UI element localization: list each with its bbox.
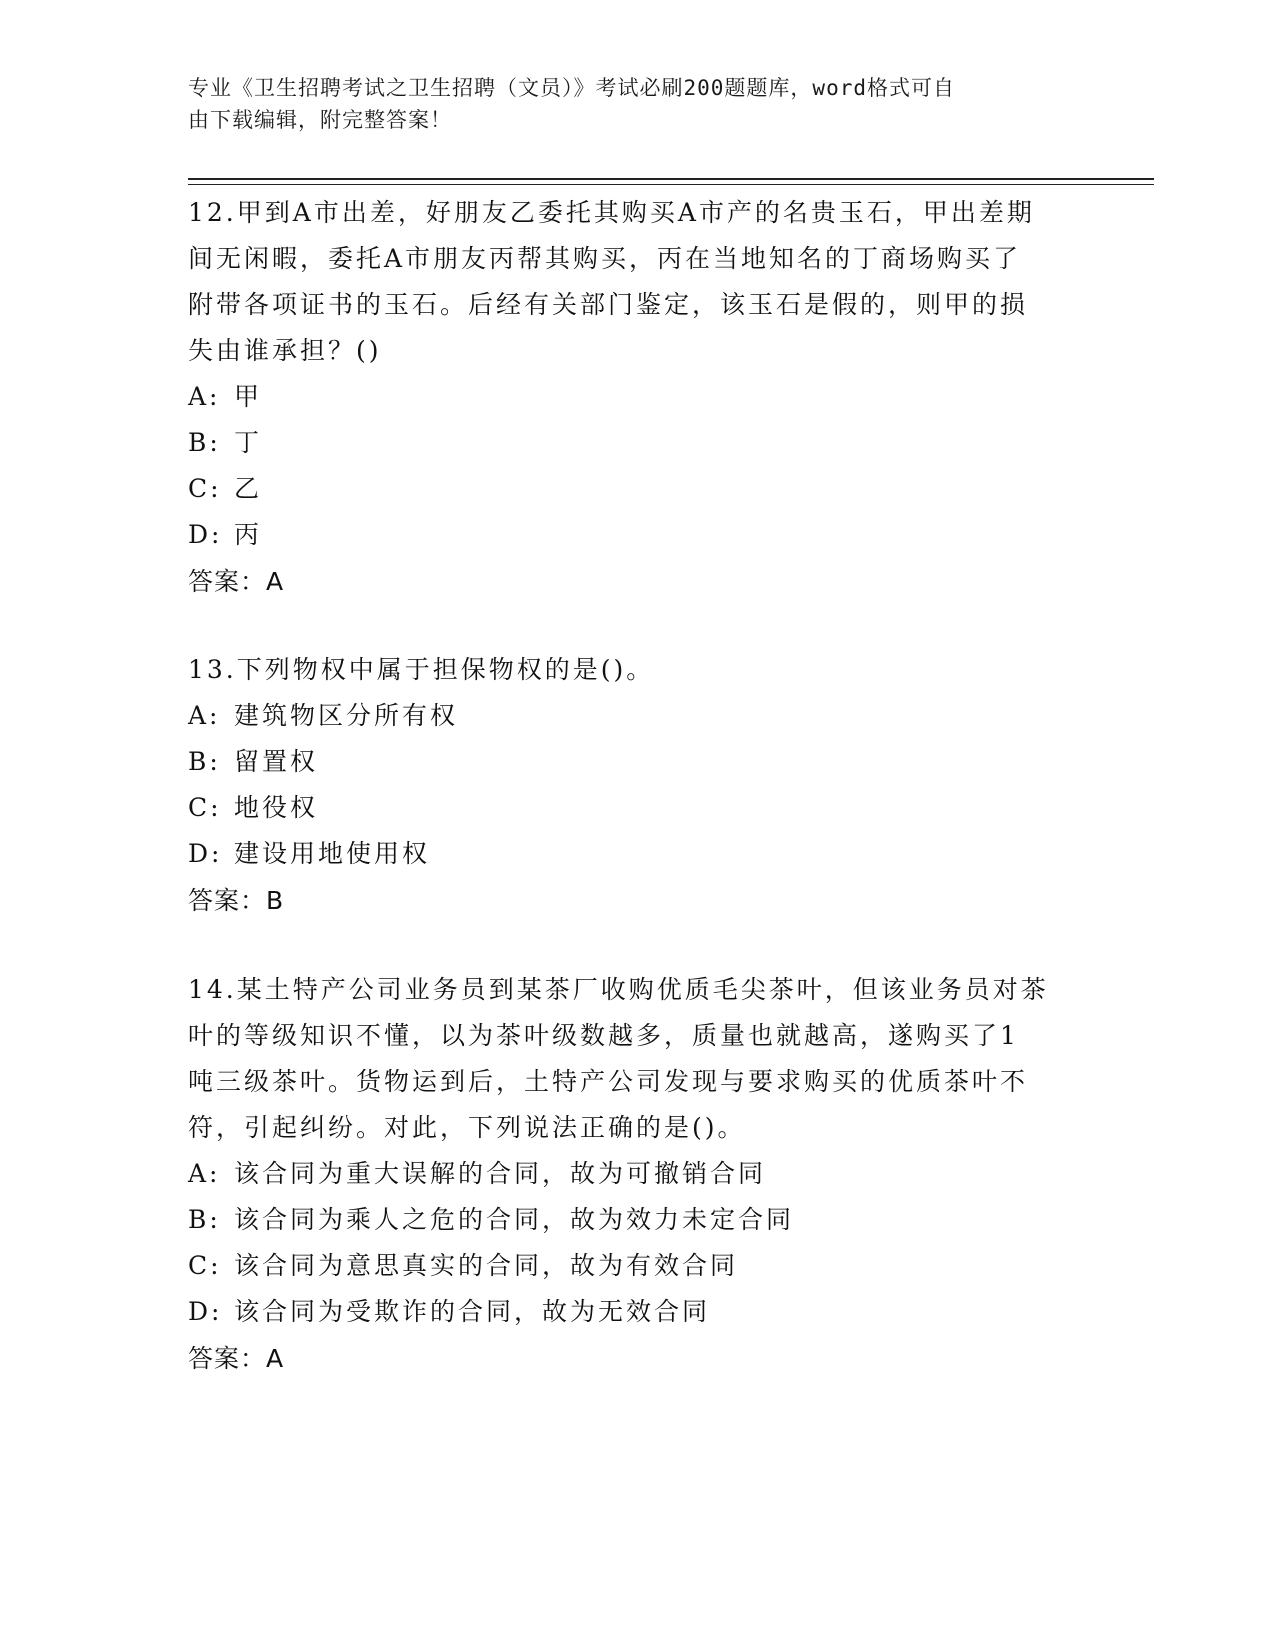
question-14 <box>188 967 1088 1383</box>
option-b <box>188 1197 1088 1243</box>
option-key: D: <box>188 520 223 549</box>
option-key: B: <box>188 428 221 457</box>
option-d <box>188 512 1088 558</box>
option-text: 地役权 <box>234 793 319 822</box>
stem-line: 间无闲暇，委托A市朋友丙帮其购买，丙在当地知名的丁商场购买了 <box>188 244 1022 273</box>
option-text: 建设用地使用权 <box>234 839 431 868</box>
stem-line: 吨三级茶叶。货物运到后，土特产公司发现与要求购买的优质茶叶不 <box>188 1067 1029 1096</box>
option-d <box>188 831 1088 877</box>
option-a <box>188 374 1088 420</box>
option-text: 该合同为乘人之危的合同，故为效力未定合同 <box>234 1205 795 1234</box>
header-divider-thick <box>188 178 1154 180</box>
option-text: 该合同为受欺诈的合同，故为无效合同 <box>234 1297 711 1326</box>
option-text: 留置权 <box>234 747 319 776</box>
stem-line: 14.某土特产公司业务员到某茶厂收购优质毛尖茶叶，但该业务员对茶 <box>188 975 1049 1004</box>
option-c <box>188 1243 1088 1289</box>
header-line-2: 由下载编辑，附完整答案！ <box>188 108 452 132</box>
stem-line: 13.下列物权中属于担保物权的是()。 <box>188 655 655 684</box>
stem-line: 符，引起纠纷。对此，下列说法正确的是()。 <box>188 1113 746 1142</box>
question-12 <box>188 190 1088 606</box>
option-key: B: <box>188 1205 221 1234</box>
option-key: C: <box>188 1251 222 1280</box>
option-text: 建筑物区分所有权 <box>234 701 459 730</box>
stem-line: 失由谁承担？() <box>188 336 382 365</box>
option-a <box>188 693 1088 739</box>
option-c <box>188 466 1088 512</box>
answer-label: 答案：A <box>188 567 285 596</box>
answer-label: 答案：B <box>188 886 285 915</box>
option-text: 乙 <box>234 474 263 503</box>
option-key: C: <box>188 793 222 822</box>
option-c <box>188 785 1088 831</box>
document-header <box>188 72 1078 136</box>
stem-line: 12.甲到A市出差，好朋友乙委托其购买A市产的名贵玉石，甲出差期 <box>188 198 1035 227</box>
option-key: C: <box>188 474 222 503</box>
question-13 <box>188 647 1088 925</box>
option-b <box>188 420 1088 466</box>
option-text: 丁 <box>234 428 263 457</box>
option-key: A: <box>188 1159 221 1188</box>
answer-label: 答案：A <box>188 1344 285 1373</box>
stem-line: 附带各项证书的玉石。后经有关部门鉴定，该玉石是假的，则甲的损 <box>188 290 1029 319</box>
option-key: D: <box>188 839 223 868</box>
question-stem <box>188 190 1088 374</box>
header-line-1: 专业《卫生招聘考试之卫生招聘（文员）》考试必刷200题题库，word格式可自 <box>188 76 955 100</box>
option-key: B: <box>188 747 221 776</box>
header-divider-thin <box>188 184 1154 185</box>
option-key: A: <box>188 701 221 730</box>
question-stem <box>188 967 1088 1151</box>
option-a <box>188 1151 1088 1197</box>
option-text: 该合同为意思真实的合同，故为有效合同 <box>234 1251 739 1280</box>
option-key: D: <box>188 1297 223 1326</box>
option-b <box>188 739 1088 785</box>
option-d <box>188 1289 1088 1335</box>
option-text: 该合同为重大误解的合同，故为可撤销合同 <box>234 1159 767 1188</box>
option-text: 甲 <box>234 382 263 411</box>
option-key: A: <box>188 382 221 411</box>
option-text: 丙 <box>234 520 263 549</box>
question-stem <box>188 647 1088 693</box>
stem-line: 叶的等级知识不懂，以为茶叶级数越多，质量也就越高，遂购买了1 <box>188 1021 1019 1050</box>
